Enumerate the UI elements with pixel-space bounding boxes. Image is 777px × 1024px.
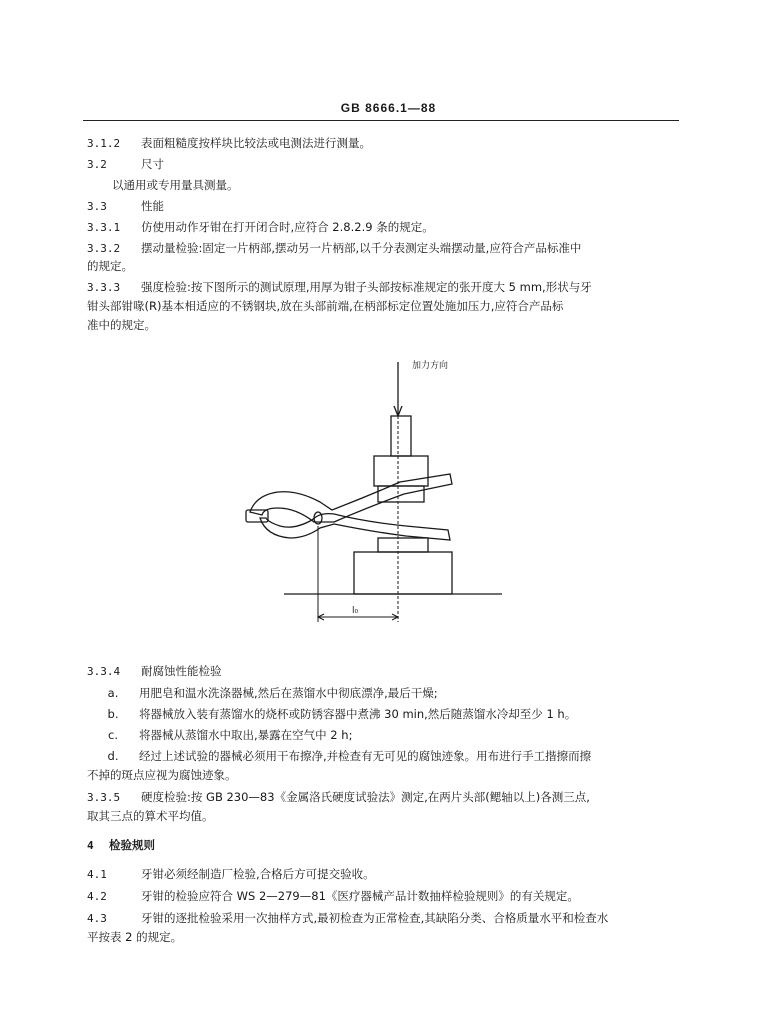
clause-number: 3.3.1 [87, 221, 121, 234]
clause-text: 表面粗糙度按样块比较法或电测法进行测量。 [141, 136, 371, 150]
plier-lower-handle [260, 514, 450, 540]
list-marker: b. [107, 707, 119, 721]
list-marker: c. [108, 728, 118, 742]
list-item-a [87, 685, 679, 701]
plier-upper-handle [250, 474, 452, 522]
clause-3-3-5 [87, 789, 679, 806]
document-code-header: GB 8666.1—88 [340, 101, 437, 115]
list-text: 将器械从蒸馏水中取出,暴露在空气中 2 h; [139, 728, 353, 742]
strength-test-diagram [236, 352, 502, 632]
section-number: 4 [87, 839, 94, 852]
force-direction-label: 加力方向 [412, 361, 449, 371]
clause-number: 4.1 [87, 868, 107, 881]
list-item-d-cont: 不掉的斑点应视为腐蚀迹象。 [87, 768, 237, 782]
clause-3-3-2-cont: 的规定。 [87, 259, 133, 273]
clause-3-3-3-cont1: 钳头部钳喙(R)基本相适应的不锈钢块,放在头部前端,在柄部标定位置处施加压力,应符合产品标 [87, 299, 564, 313]
clause-3-3-2 [87, 240, 679, 257]
base-block [354, 552, 452, 594]
press-column [391, 416, 411, 456]
list-text: 经过上述试验的器械必须用干布擦净,并检查有无可见的腐蚀迹象。用布进行手工揩擦而擦 [139, 749, 592, 763]
clause-number: 3.3.5 [87, 791, 121, 804]
rule-4-2 [87, 888, 679, 905]
clause-3-3-1 [87, 219, 679, 236]
clause-text: 性能 [141, 199, 164, 213]
clause-3-2 [87, 156, 679, 173]
clause-number: 3.3 [87, 200, 107, 213]
clause-3-3-3-cont2: 准中的规定。 [87, 318, 156, 332]
dimension-label: l₀ [352, 606, 359, 616]
clause-text: 牙钳的逐批检验采用一次抽样方式,最初检查为正常检查,其缺陷分类、合格质量水平和检查水 [141, 911, 609, 925]
clause-text: 强度检验:按下图所示的测试原理,用厚为钳子头部按标准规定的张开度大 5 mm,形状与牙 [141, 280, 592, 294]
clause-text: 仿使用动作牙钳在打开闭合时,应符合 2.8.2.9 条的规定。 [141, 220, 434, 234]
list-item-d [87, 748, 679, 764]
clause-number: 3.3.3 [87, 281, 121, 294]
clause-number: 3.2 [87, 158, 107, 171]
strength-test-figure [236, 352, 502, 632]
header-rule [83, 120, 679, 121]
clause-3-2-body: 以通用或专用量具测量。 [112, 178, 239, 192]
clause-3-3-4 [87, 663, 679, 680]
clause-text: 牙钳必须经制造厂检验,合格后方可提交验收。 [141, 867, 375, 881]
clause-text: 尺寸 [141, 157, 164, 171]
clause-text: 摆动量检验:固定一片柄部,摆动另一片柄部,以千分表测定头端摆动量,应符合产品标准中 [141, 241, 582, 255]
clause-text: 牙钳的检验应符合 WS 2—279—81《医疗器械产品计数抽样检验规则》的有关规定。 [141, 889, 579, 903]
list-marker: a. [107, 686, 119, 700]
lower-support-block [378, 538, 428, 552]
list-item-c [87, 727, 679, 743]
clause-text: 硬度检验:按 GB 230—83《金属洛氏硬度试验法》测定,在两片头部(鳃轴以上)各测三点, [141, 790, 590, 804]
rule-4-3-cont: 平按表 2 的规定。 [87, 930, 183, 944]
section-4-heading [87, 837, 679, 854]
clause-3-3 [87, 198, 679, 215]
clause-3-3-5-cont: 取其三点的算术平均值。 [87, 809, 214, 823]
clause-number: 3.3.4 [87, 665, 121, 678]
clause-3-1-2 [87, 135, 679, 152]
list-text: 用肥皂和温水洗涤器械,然后在蒸馏水中彻底漂净,最后干燥; [139, 686, 438, 700]
clause-text: 耐腐蚀性能检验 [141, 664, 222, 678]
rule-4-1 [87, 866, 679, 883]
section-title: 检验规则 [109, 838, 155, 852]
clause-number: 3.3.2 [87, 242, 121, 255]
list-text: 将器械放入装有蒸馏水的烧杯或防锈容器中煮沸 30 min,然后随蒸馏水冷却至少 1 h。 [139, 707, 577, 721]
list-item-b [87, 706, 679, 722]
clause-number: 4.2 [87, 890, 107, 903]
clause-number: 4.3 [87, 912, 107, 925]
clause-number: 3.1.2 [87, 137, 121, 150]
list-marker: d. [107, 749, 119, 763]
clause-3-3-3 [87, 279, 679, 296]
rule-4-3 [87, 910, 679, 927]
